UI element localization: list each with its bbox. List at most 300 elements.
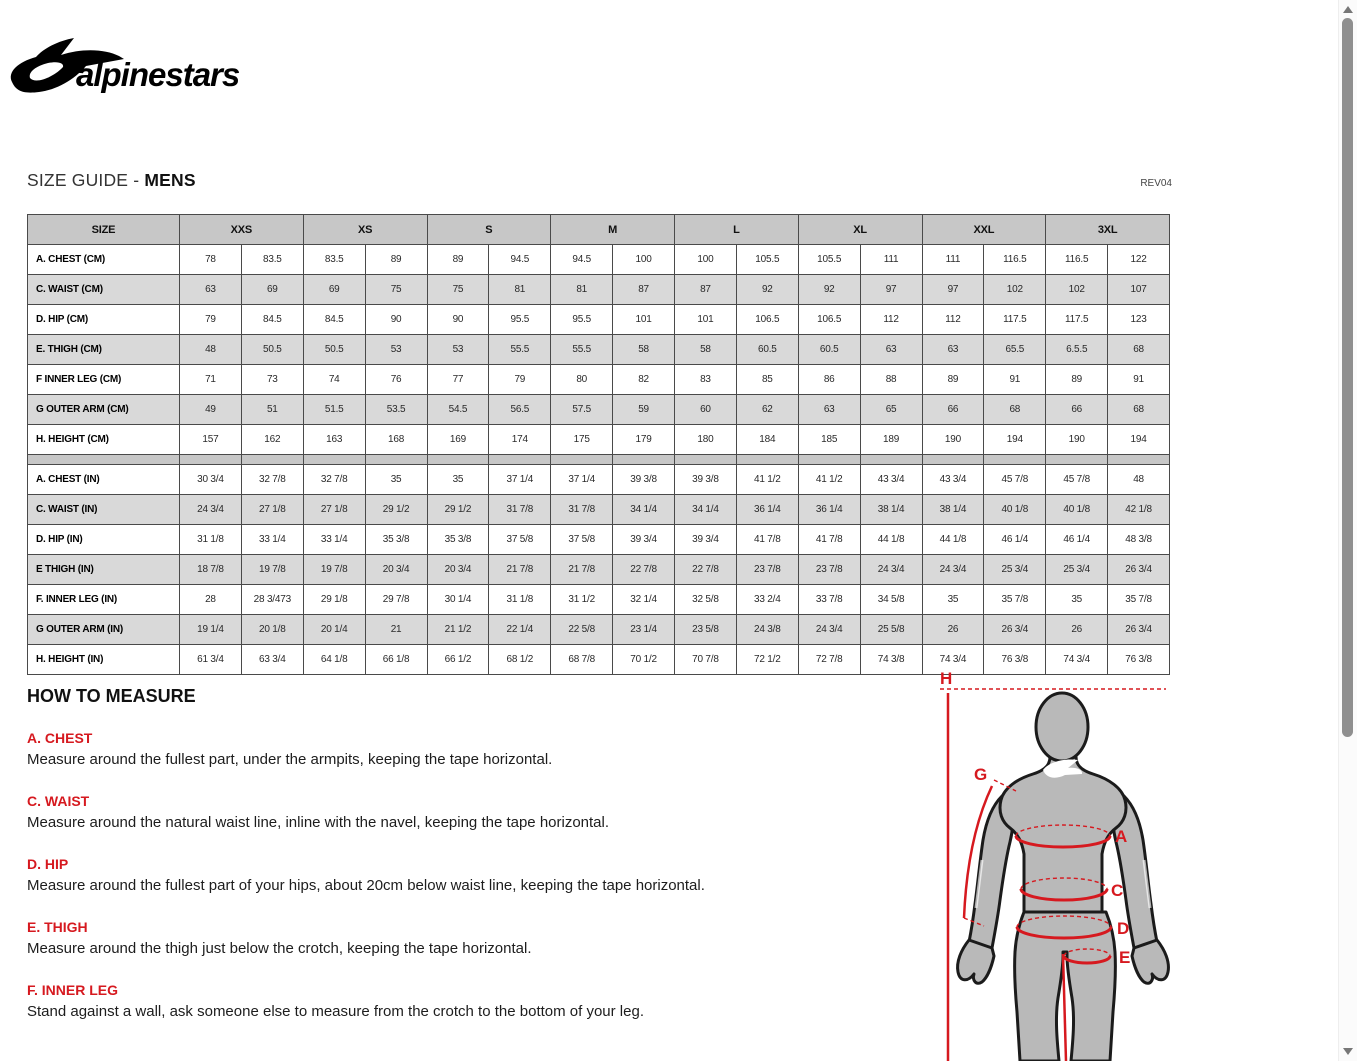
measure-section-text: Stand against a wall, ask someone else to measure from the crotch to the bottom of your leg. — [27, 1003, 644, 1020]
measure-section-text: Measure around the thigh just below the crotch, keeping the tape horizontal. — [27, 940, 532, 957]
table-cell: 97 — [922, 275, 984, 305]
table-cell: 19 7/8 — [241, 555, 303, 585]
table-row — [28, 555, 1170, 585]
table-cell: 54.5 — [427, 395, 489, 425]
scroll-up-icon[interactable] — [1343, 6, 1353, 13]
table-cell: 32 7/8 — [241, 465, 303, 495]
table-cell: 31 1/8 — [180, 525, 242, 555]
spacer-cell — [28, 455, 180, 465]
label-h: H — [940, 669, 953, 688]
spacer-cell — [1108, 455, 1170, 465]
label-d: D — [1117, 919, 1130, 938]
table-cell: 36 1/4 — [798, 495, 860, 525]
table-row — [28, 465, 1170, 495]
table-cell: 48 3/8 — [1108, 525, 1170, 555]
table-cell: 101 — [613, 305, 675, 335]
table-cell: 73 — [241, 365, 303, 395]
measure-section — [27, 982, 927, 1020]
spacer-cell — [736, 455, 798, 465]
table-cell: 35 7/8 — [984, 585, 1046, 615]
table-cell: 31 7/8 — [551, 495, 613, 525]
table-cell: 28 — [180, 585, 242, 615]
table-cell: 157 — [180, 425, 242, 455]
table-row — [28, 275, 1170, 305]
label-c: C — [1111, 881, 1124, 900]
table-cell: 23 5/8 — [675, 615, 737, 645]
page-title — [27, 170, 196, 191]
table-cell: 163 — [303, 425, 365, 455]
table-cell: 42 1/8 — [1108, 495, 1170, 525]
table-cell: 190 — [1046, 425, 1108, 455]
table-cell: 185 — [798, 425, 860, 455]
table-cell: 89 — [1046, 365, 1108, 395]
table-cell: 111 — [860, 245, 922, 275]
table-cell: 116.5 — [984, 245, 1046, 275]
table-cell: 38 1/4 — [922, 495, 984, 525]
measurement-figure — [930, 660, 1180, 1061]
column-header-xxl: XXL — [922, 215, 1046, 245]
label-g: G — [974, 765, 988, 784]
column-header-l: L — [675, 215, 799, 245]
spacer-cell — [427, 455, 489, 465]
spacer-cell — [180, 455, 242, 465]
table-cell: 76 — [365, 365, 427, 395]
table-cell: 35 — [922, 585, 984, 615]
table-cell: 41 1/2 — [798, 465, 860, 495]
table-cell: 23 7/8 — [736, 555, 798, 585]
measure-section-heading: E. THIGH — [27, 919, 88, 935]
table-cell: 51 — [241, 395, 303, 425]
table-cell: 50.5 — [241, 335, 303, 365]
row-label: A. CHEST (CM) — [28, 245, 180, 275]
table-cell: 83 — [675, 365, 737, 395]
table-row — [28, 365, 1170, 395]
table-cell: 60.5 — [736, 335, 798, 365]
spacer-cell — [365, 455, 427, 465]
table-cell: 65 — [860, 395, 922, 425]
table-cell: 92 — [798, 275, 860, 305]
table-cell: 30 1/4 — [427, 585, 489, 615]
measure-section-heading: D. HIP — [27, 856, 69, 872]
table-cell: 33 1/4 — [241, 525, 303, 555]
table-row — [28, 395, 1170, 425]
table-cell: 94.5 — [489, 245, 551, 275]
row-label: H. HEIGHT (CM) — [28, 425, 180, 455]
size-chart-table — [27, 214, 1170, 675]
measure-instructions — [27, 730, 927, 1045]
label-a: A — [1115, 827, 1128, 846]
table-cell: 49 — [180, 395, 242, 425]
spacer-cell — [984, 455, 1046, 465]
measure-section-text: Measure around the fullest part, under the armpits, keeping the tape horizontal. — [27, 751, 553, 768]
table-cell: 32 7/8 — [303, 465, 365, 495]
table-cell: 36 1/4 — [736, 495, 798, 525]
table-cell: 21 — [365, 615, 427, 645]
table-cell: 106.5 — [798, 305, 860, 335]
table-cell: 45 7/8 — [984, 465, 1046, 495]
table-cell: 123 — [1108, 305, 1170, 335]
table-cell: 87 — [613, 275, 675, 305]
table-cell: 20 3/4 — [365, 555, 427, 585]
table-cell: 105.5 — [736, 245, 798, 275]
table-cell: 116.5 — [1046, 245, 1108, 275]
spacer-cell — [798, 455, 860, 465]
measure-section-heading: A. CHEST — [27, 730, 93, 746]
table-row — [28, 305, 1170, 335]
table-cell: 29 1/2 — [365, 495, 427, 525]
table-cell: 57.5 — [551, 395, 613, 425]
row-label: G OUTER ARM (CM) — [28, 395, 180, 425]
table-cell: 194 — [1108, 425, 1170, 455]
spacer-cell — [303, 455, 365, 465]
table-cell: 90 — [427, 305, 489, 335]
table-cell: 107 — [1108, 275, 1170, 305]
table-cell: 46 1/4 — [984, 525, 1046, 555]
table-cell: 40 1/8 — [984, 495, 1046, 525]
table-cell: 62 — [736, 395, 798, 425]
table-cell: 24 3/4 — [860, 555, 922, 585]
table-cell: 40 1/8 — [1046, 495, 1108, 525]
table-cell: 90 — [365, 305, 427, 335]
table-cell: 35 7/8 — [1108, 585, 1170, 615]
table-cell: 23 7/8 — [798, 555, 860, 585]
table-cell: 87 — [675, 275, 737, 305]
table-cell: 79 — [489, 365, 551, 395]
table-cell: 63 3/4 — [241, 645, 303, 675]
row-label: D. HIP (CM) — [28, 305, 180, 335]
table-cell: 24 3/4 — [798, 615, 860, 645]
measure-section — [27, 856, 927, 894]
table-cell: 55.5 — [489, 335, 551, 365]
table-cell: 95.5 — [551, 305, 613, 335]
table-cell: 55.5 — [551, 335, 613, 365]
table-cell: 35 — [365, 465, 427, 495]
table-cell: 61 3/4 — [180, 645, 242, 675]
row-label: E. THIGH (CM) — [28, 335, 180, 365]
column-header-m: M — [551, 215, 675, 245]
table-cell: 84.5 — [241, 305, 303, 335]
table-cell: 37 1/4 — [489, 465, 551, 495]
spacer-cell — [241, 455, 303, 465]
table-cell: 35 — [1046, 585, 1108, 615]
vertical-scrollbar[interactable] — [1338, 0, 1357, 1061]
table-cell: 56.5 — [489, 395, 551, 425]
row-label: F INNER LEG (CM) — [28, 365, 180, 395]
table-cell: 37 1/4 — [551, 465, 613, 495]
measure-section-heading: F. INNER LEG — [27, 982, 119, 998]
table-cell: 20 1/8 — [241, 615, 303, 645]
table-cell: 63 — [922, 335, 984, 365]
table-cell: 35 3/8 — [427, 525, 489, 555]
page-title-prefix: SIZE GUIDE - — [27, 170, 140, 190]
spacer-cell — [489, 455, 551, 465]
table-cell: 48 — [180, 335, 242, 365]
row-label: C. WAIST (IN) — [28, 495, 180, 525]
table-row — [28, 585, 1170, 615]
table-cell: 32 1/4 — [613, 585, 675, 615]
revision-label: REV04 — [1140, 178, 1172, 189]
column-header-size: SIZE — [28, 215, 180, 245]
table-cell: 102 — [984, 275, 1046, 305]
table-cell: 38 1/4 — [860, 495, 922, 525]
measure-section — [27, 730, 927, 768]
table-cell: 25 3/4 — [1046, 555, 1108, 585]
measure-section — [27, 919, 927, 957]
column-header-xl: XL — [798, 215, 922, 245]
table-cell: 122 — [1108, 245, 1170, 275]
table-cell: 43 3/4 — [922, 465, 984, 495]
table-cell: 83.5 — [241, 245, 303, 275]
table-cell: 179 — [613, 425, 675, 455]
table-cell: 19 7/8 — [303, 555, 365, 585]
measure-section-heading: C. WAIST — [27, 793, 90, 809]
table-cell: 190 — [922, 425, 984, 455]
table-cell: 162 — [241, 425, 303, 455]
measure-section-text: Measure around the natural waist line, inline with the navel, keeping the tape horizontal. — [27, 814, 610, 831]
table-cell: 31 1/2 — [551, 585, 613, 615]
table-cell: 86 — [798, 365, 860, 395]
table-cell: 68 — [1108, 335, 1170, 365]
table-cell: 74 — [303, 365, 365, 395]
table-cell: 63 — [180, 275, 242, 305]
table-cell: 44 1/8 — [922, 525, 984, 555]
table-cell: 20 1/4 — [303, 615, 365, 645]
table-cell: 41 7/8 — [736, 525, 798, 555]
table-cell: 24 3/4 — [922, 555, 984, 585]
table-cell: 100 — [613, 245, 675, 275]
table-cell: 72 1/2 — [736, 645, 798, 675]
table-cell: 60.5 — [798, 335, 860, 365]
table-cell: 81 — [489, 275, 551, 305]
spacer-cell — [613, 455, 675, 465]
table-cell: 76 3/8 — [984, 645, 1046, 675]
table-cell: 95.5 — [489, 305, 551, 335]
measure-section-text: Measure around the fullest part of your hips, about 20cm below waist line, keeping the tape horizontal. — [27, 877, 705, 894]
table-cell: 39 3/8 — [675, 465, 737, 495]
table-cell: 29 7/8 — [365, 585, 427, 615]
table-cell: 94.5 — [551, 245, 613, 275]
row-label: D. HIP (IN) — [28, 525, 180, 555]
table-cell: 28 3/473 — [241, 585, 303, 615]
table-cell: 33 1/4 — [303, 525, 365, 555]
spacer-cell — [922, 455, 984, 465]
table-cell: 6.5.5 — [1046, 335, 1108, 365]
row-label: E THIGH (IN) — [28, 555, 180, 585]
table-cell: 74 3/4 — [922, 645, 984, 675]
column-header-3xl: 3XL — [1046, 215, 1170, 245]
table-cell: 44 1/8 — [860, 525, 922, 555]
table-cell: 89 — [365, 245, 427, 275]
table-cell: 31 7/8 — [489, 495, 551, 525]
table-cell: 51.5 — [303, 395, 365, 425]
table-cell: 66 — [1046, 395, 1108, 425]
row-label: F. INNER LEG (IN) — [28, 585, 180, 615]
table-cell: 80 — [551, 365, 613, 395]
spacer-cell — [675, 455, 737, 465]
table-cell: 26 — [922, 615, 984, 645]
table-cell: 41 7/8 — [798, 525, 860, 555]
table-cell: 21 7/8 — [489, 555, 551, 585]
table-cell: 84.5 — [303, 305, 365, 335]
table-cell: 34 1/4 — [675, 495, 737, 525]
table-cell: 69 — [241, 275, 303, 305]
table-cell: 70 1/2 — [613, 645, 675, 675]
table-cell: 83.5 — [303, 245, 365, 275]
table-cell: 31 1/8 — [489, 585, 551, 615]
table-cell: 100 — [675, 245, 737, 275]
table-cell: 26 — [1046, 615, 1108, 645]
table-cell: 78 — [180, 245, 242, 275]
table-cell: 34 1/4 — [613, 495, 675, 525]
row-label: A. CHEST (IN) — [28, 465, 180, 495]
table-cell: 22 5/8 — [551, 615, 613, 645]
table-cell: 65.5 — [984, 335, 1046, 365]
table-cell: 66 1/2 — [427, 645, 489, 675]
table-cell: 71 — [180, 365, 242, 395]
table-cell: 58 — [613, 335, 675, 365]
table-cell: 97 — [860, 275, 922, 305]
table-cell: 63 — [860, 335, 922, 365]
table-cell: 35 — [427, 465, 489, 495]
table-cell: 66 — [922, 395, 984, 425]
table-cell: 69 — [303, 275, 365, 305]
body-silhouette — [958, 693, 1169, 1061]
table-cell: 34 5/8 — [860, 585, 922, 615]
table-cell: 29 1/2 — [427, 495, 489, 525]
table-cell: 29 1/8 — [303, 585, 365, 615]
table-cell: 77 — [427, 365, 489, 395]
table-cell: 53.5 — [365, 395, 427, 425]
table-cell: 91 — [984, 365, 1046, 395]
scroll-down-icon[interactable] — [1343, 1048, 1353, 1055]
table-row — [28, 245, 1170, 275]
table-cell: 68 — [984, 395, 1046, 425]
table-cell: 85 — [736, 365, 798, 395]
table-cell: 32 5/8 — [675, 585, 737, 615]
table-cell: 22 1/4 — [489, 615, 551, 645]
table-cell: 53 — [427, 335, 489, 365]
table-cell: 82 — [613, 365, 675, 395]
table-cell: 88 — [860, 365, 922, 395]
table-cell: 117.5 — [984, 305, 1046, 335]
table-cell: 111 — [922, 245, 984, 275]
table-cell: 68 — [1108, 395, 1170, 425]
table-cell: 53 — [365, 335, 427, 365]
spacer-cell — [860, 455, 922, 465]
how-to-measure-title: HOW TO MEASURE — [27, 686, 196, 706]
table-cell: 70 7/8 — [675, 645, 737, 675]
table-cell: 46 1/4 — [1046, 525, 1108, 555]
table-row — [28, 525, 1170, 555]
table-cell: 41 1/2 — [736, 465, 798, 495]
spacer-cell — [551, 455, 613, 465]
table-cell: 21 7/8 — [551, 555, 613, 585]
table-cell: 22 7/8 — [613, 555, 675, 585]
table-cell: 26 3/4 — [1108, 555, 1170, 585]
row-label: C. WAIST (CM) — [28, 275, 180, 305]
label-e: E — [1119, 948, 1131, 967]
table-cell: 89 — [427, 245, 489, 275]
table-cell: 76 3/8 — [1108, 645, 1170, 675]
row-label: H. HEIGHT (IN) — [28, 645, 180, 675]
table-cell: 101 — [675, 305, 737, 335]
table-cell: 169 — [427, 425, 489, 455]
table-cell: 74 3/8 — [860, 645, 922, 675]
size-chart — [27, 214, 1170, 675]
table-spacer-row — [28, 455, 1170, 465]
column-header-xxs: XXS — [180, 215, 304, 245]
table-cell: 25 5/8 — [860, 615, 922, 645]
table-cell: 33 7/8 — [798, 585, 860, 615]
table-cell: 45 7/8 — [1046, 465, 1108, 495]
row-label: G OUTER ARM (IN) — [28, 615, 180, 645]
table-cell: 66 1/8 — [365, 645, 427, 675]
table-cell: 91 — [1108, 365, 1170, 395]
table-cell: 68 7/8 — [551, 645, 613, 675]
table-cell: 24 3/4 — [180, 495, 242, 525]
table-cell: 89 — [922, 365, 984, 395]
table-row — [28, 335, 1170, 365]
brand-wordmark: alpinestars — [76, 56, 240, 93]
table-cell: 168 — [365, 425, 427, 455]
column-header-s: S — [427, 215, 551, 245]
table-cell: 23 1/4 — [613, 615, 675, 645]
table-cell: 27 1/8 — [303, 495, 365, 525]
table-cell: 39 3/4 — [675, 525, 737, 555]
table-header-row — [28, 215, 1170, 245]
table-cell: 50.5 — [303, 335, 365, 365]
table-row — [28, 495, 1170, 525]
table-cell: 180 — [675, 425, 737, 455]
table-cell: 106.5 — [736, 305, 798, 335]
table-cell: 37 5/8 — [489, 525, 551, 555]
table-cell: 64 1/8 — [303, 645, 365, 675]
scrollbar-thumb[interactable] — [1342, 18, 1353, 737]
table-cell: 22 7/8 — [675, 555, 737, 585]
table-cell: 194 — [984, 425, 1046, 455]
table-cell: 189 — [860, 425, 922, 455]
table-cell: 39 3/4 — [613, 525, 675, 555]
table-cell: 81 — [551, 275, 613, 305]
table-cell: 43 3/4 — [860, 465, 922, 495]
table-cell: 18 7/8 — [180, 555, 242, 585]
table-cell: 174 — [489, 425, 551, 455]
column-header-xs: XS — [303, 215, 427, 245]
table-cell: 19 1/4 — [180, 615, 242, 645]
table-cell: 75 — [365, 275, 427, 305]
table-cell: 105.5 — [798, 245, 860, 275]
table-cell: 63 — [798, 395, 860, 425]
spacer-cell — [1046, 455, 1108, 465]
table-cell: 25 3/4 — [984, 555, 1046, 585]
alpinestars-logo — [6, 36, 286, 100]
table-cell: 26 3/4 — [1108, 615, 1170, 645]
table-cell: 75 — [427, 275, 489, 305]
table-cell: 37 5/8 — [551, 525, 613, 555]
table-cell: 58 — [675, 335, 737, 365]
table-cell: 24 3/8 — [736, 615, 798, 645]
table-cell: 175 — [551, 425, 613, 455]
table-cell: 26 3/4 — [984, 615, 1046, 645]
table-cell: 30 3/4 — [180, 465, 242, 495]
table-cell: 68 1/2 — [489, 645, 551, 675]
table-cell: 59 — [613, 395, 675, 425]
table-cell: 21 1/2 — [427, 615, 489, 645]
table-cell: 27 1/8 — [241, 495, 303, 525]
page-title-gender: MENS — [144, 170, 196, 190]
table-cell: 112 — [922, 305, 984, 335]
table-cell: 60 — [675, 395, 737, 425]
